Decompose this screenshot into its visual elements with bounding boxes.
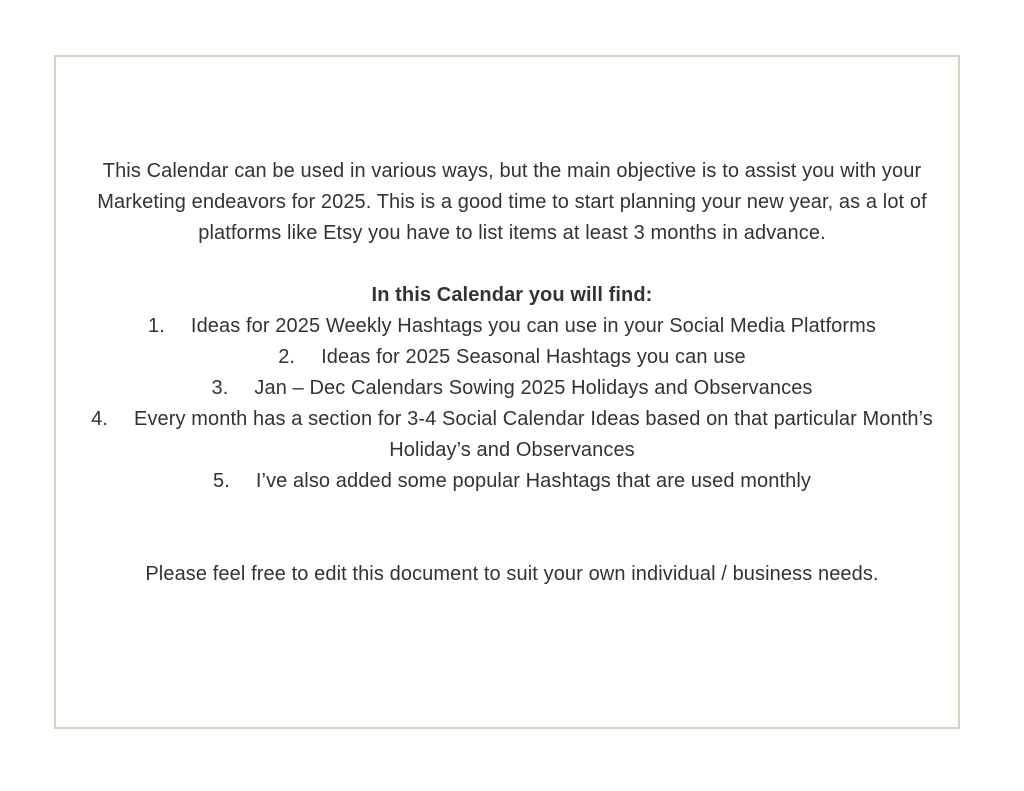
list-item-text: I’ve also added some popular Hashtags that are used monthly <box>255 470 811 492</box>
list-item-number: 5. <box>212 470 230 492</box>
list-item <box>70 373 954 404</box>
feature-list <box>70 311 954 497</box>
list-item-text: Jan – Dec Calendars Sowing 2025 Holidays and Observances <box>254 377 813 399</box>
list-item-text: Every month has a section for 3-4 Social Calendar Ideas based on that particular Month’s Holiday’s and Observances <box>134 408 933 461</box>
closing-paragraph: Please feel free to edit this document to suit your own individual / business needs. <box>145 563 879 585</box>
document-body <box>70 156 954 590</box>
list-item-number: 1. <box>148 315 165 337</box>
list-heading: In this Calendar you will find: <box>371 284 653 306</box>
list-item-number: 2. <box>278 346 296 368</box>
list-item-text: Ideas for 2025 Seasonal Hashtags you can use <box>321 346 746 368</box>
list-item-number: 4. <box>91 408 108 430</box>
intro-paragraph: This Calendar can be used in various ways, but the main objective is to assist you with your Marketing endeavors for 2025. This is a good time to start planning your new year, as a lot of platforms like Etsy you have to list items at least 3 months in advance. <box>97 160 927 244</box>
list-item <box>70 342 954 373</box>
list-item-text: Ideas for 2025 Weekly Hashtags you can use in your Social Media Platforms <box>190 315 876 337</box>
list-item <box>70 466 954 497</box>
list-item <box>70 404 954 466</box>
list-item-number: 3. <box>211 377 229 399</box>
list-item <box>70 311 954 342</box>
